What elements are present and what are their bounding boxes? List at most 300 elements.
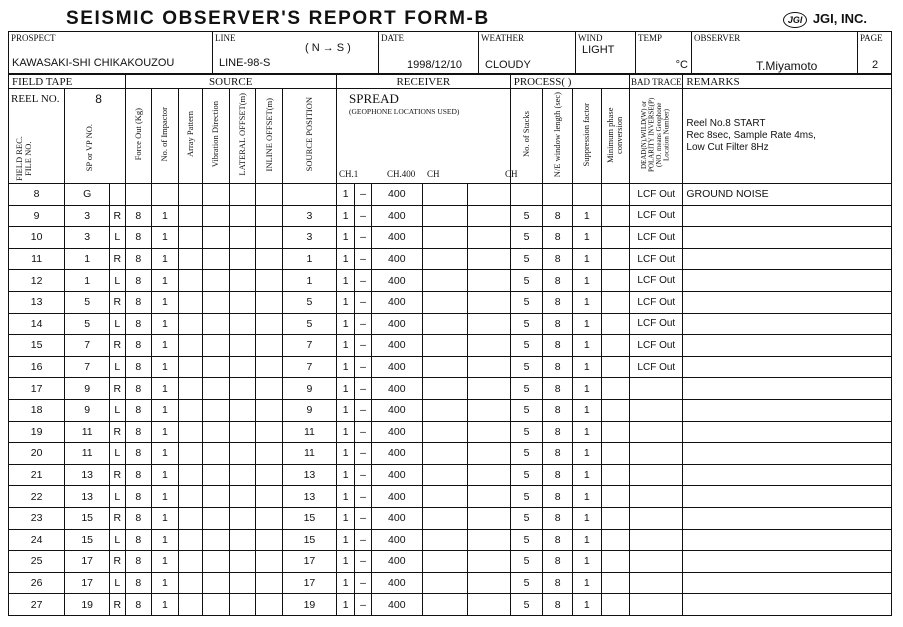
source-position-cell[interactable]: 9 [282,378,336,400]
stacks-cell[interactable]: 5 [510,356,543,378]
ch400-cell[interactable]: 400 [371,572,422,594]
lateral-cell[interactable] [229,464,256,486]
impactor-cell[interactable]: 1 [152,378,179,400]
lr-cell[interactable]: L [110,486,125,508]
ch-b-cell[interactable] [467,313,510,335]
source-position-cell[interactable]: 19 [282,594,336,616]
array-cell[interactable] [178,529,203,551]
force-cell[interactable]: 8 [125,443,152,465]
file-no-cell[interactable]: 8 [9,184,65,206]
ne-window-cell[interactable]: 8 [543,227,573,249]
stacks-cell[interactable]: 5 [510,421,543,443]
lr-cell[interactable]: L [110,270,125,292]
prospect-value[interactable]: KAWASAKI-SHI CHIKAKOUZOU [12,57,175,69]
suppression-cell[interactable]: 1 [573,594,602,616]
force-cell[interactable]: 8 [125,378,152,400]
vib-dir-cell[interactable] [203,335,230,357]
source-position-cell[interactable]: 9 [282,399,336,421]
ch1-cell[interactable]: 1 [337,421,355,443]
ch400-cell[interactable]: 400 [371,529,422,551]
ch-b-cell[interactable] [467,594,510,616]
inline-cell[interactable] [256,356,283,378]
ne-window-cell[interactable]: 8 [543,335,573,357]
source-position-cell[interactable]: 5 [282,291,336,313]
ch-a-cell[interactable] [422,270,467,292]
vib-dir-cell[interactable] [203,421,230,443]
ch-a-cell[interactable] [422,507,467,529]
ch-b-cell[interactable] [467,443,510,465]
sp-no-cell[interactable]: 5 [65,291,110,313]
sp-no-cell[interactable]: 7 [65,356,110,378]
lr-cell[interactable]: R [110,335,125,357]
force-cell[interactable]: 8 [125,507,152,529]
suppression-cell[interactable]: 1 [573,356,602,378]
source-position-cell[interactable]: 15 [282,529,336,551]
ch1-cell[interactable]: 1 [337,594,355,616]
remark-cell[interactable] [683,205,892,227]
remark-cell[interactable] [683,227,892,249]
remark-cell[interactable] [683,551,892,573]
file-no-cell[interactable]: 10 [9,227,65,249]
array-cell[interactable] [178,464,203,486]
force-cell[interactable]: 8 [125,270,152,292]
inline-cell[interactable] [256,507,283,529]
inline-cell[interactable] [256,205,283,227]
source-position-cell[interactable]: 3 [282,227,336,249]
force-cell[interactable] [125,184,152,206]
array-cell[interactable] [178,248,203,270]
lr-cell[interactable] [110,184,125,206]
ch-a-cell[interactable] [422,291,467,313]
inline-cell[interactable] [256,572,283,594]
ch-a-cell[interactable] [422,464,467,486]
ch400-cell[interactable]: 400 [371,184,422,206]
ch400-cell[interactable]: 400 [371,248,422,270]
min-phase-cell[interactable] [601,356,630,378]
file-no-cell[interactable]: 24 [9,529,65,551]
impactor-cell[interactable] [152,184,179,206]
force-cell[interactable]: 8 [125,551,152,573]
force-cell[interactable]: 8 [125,205,152,227]
file-no-cell[interactable]: 17 [9,378,65,400]
suppression-cell[interactable]: 1 [573,464,602,486]
ch-dash-cell[interactable]: – [355,421,371,443]
bad-trace-cell[interactable] [630,551,683,573]
source-position-cell[interactable]: 13 [282,464,336,486]
sp-no-cell[interactable]: 11 [65,421,110,443]
ne-window-cell[interactable]: 8 [543,270,573,292]
sp-no-cell[interactable]: 7 [65,335,110,357]
vib-dir-cell[interactable] [203,551,230,573]
min-phase-cell[interactable] [601,184,630,206]
ch-dash-cell[interactable]: – [355,270,371,292]
ch-a-cell[interactable] [422,594,467,616]
lateral-cell[interactable] [229,356,256,378]
array-cell[interactable] [178,184,203,206]
impactor-cell[interactable]: 1 [152,594,179,616]
lr-cell[interactable]: R [110,248,125,270]
min-phase-cell[interactable] [601,399,630,421]
ch400-cell[interactable]: 400 [371,507,422,529]
impactor-cell[interactable]: 1 [152,551,179,573]
array-cell[interactable] [178,486,203,508]
ch-dash-cell[interactable]: – [355,335,371,357]
inline-cell[interactable] [256,551,283,573]
force-cell[interactable]: 8 [125,594,152,616]
remark-cell[interactable] [683,572,892,594]
sp-no-cell[interactable]: 9 [65,378,110,400]
vib-dir-cell[interactable] [203,356,230,378]
lr-cell[interactable]: R [110,464,125,486]
array-cell[interactable] [178,378,203,400]
min-phase-cell[interactable] [601,443,630,465]
ch-a-cell[interactable] [422,529,467,551]
lateral-cell[interactable] [229,594,256,616]
vib-dir-cell[interactable] [203,227,230,249]
impactor-cell[interactable]: 1 [152,464,179,486]
impactor-cell[interactable]: 1 [152,291,179,313]
lateral-cell[interactable] [229,378,256,400]
ch1-cell[interactable]: 1 [337,227,355,249]
inline-cell[interactable] [256,464,283,486]
ch400-cell[interactable]: 400 [371,227,422,249]
ch-dash-cell[interactable]: – [355,572,371,594]
force-cell[interactable]: 8 [125,291,152,313]
ch-a-cell[interactable] [422,486,467,508]
remark-cell[interactable] [683,356,892,378]
ch1-cell[interactable]: 1 [337,184,355,206]
ch-dash-cell[interactable]: – [355,313,371,335]
inline-cell[interactable] [256,291,283,313]
remark-cell[interactable] [683,378,892,400]
sp-no-cell[interactable]: 9 [65,399,110,421]
sp-no-cell[interactable]: 11 [65,443,110,465]
source-position-cell[interactable]: 7 [282,335,336,357]
ch400-cell[interactable]: 400 [371,399,422,421]
ch-b-cell[interactable] [467,529,510,551]
lr-cell[interactable]: L [110,313,125,335]
ch400-cell[interactable]: 400 [371,335,422,357]
lr-cell[interactable]: L [110,529,125,551]
ch1-cell[interactable]: 1 [337,378,355,400]
array-cell[interactable] [178,227,203,249]
min-phase-cell[interactable] [601,529,630,551]
impactor-cell[interactable]: 1 [152,529,179,551]
lr-cell[interactable]: R [110,421,125,443]
remark-cell[interactable] [683,443,892,465]
impactor-cell[interactable]: 1 [152,443,179,465]
min-phase-cell[interactable] [601,507,630,529]
ch400-cell[interactable]: 400 [371,594,422,616]
ne-window-cell[interactable]: 8 [543,464,573,486]
min-phase-cell[interactable] [601,248,630,270]
ch-dash-cell[interactable]: – [355,356,371,378]
remark-cell[interactable] [683,313,892,335]
file-no-cell[interactable]: 25 [9,551,65,573]
suppression-cell[interactable]: 1 [573,248,602,270]
vib-dir-cell[interactable] [203,205,230,227]
remark-cell[interactable]: GROUND NOISE [683,184,892,206]
impactor-cell[interactable]: 1 [152,248,179,270]
ch1-cell[interactable]: 1 [337,464,355,486]
lateral-cell[interactable] [229,507,256,529]
min-phase-cell[interactable] [601,227,630,249]
lr-cell[interactable]: L [110,227,125,249]
impactor-cell[interactable]: 1 [152,205,179,227]
vib-dir-cell[interactable] [203,529,230,551]
lr-cell[interactable]: L [110,399,125,421]
sp-no-cell[interactable]: 13 [65,486,110,508]
vib-dir-cell[interactable] [203,270,230,292]
array-cell[interactable] [178,551,203,573]
impactor-cell[interactable]: 1 [152,313,179,335]
stacks-cell[interactable]: 5 [510,313,543,335]
lr-cell[interactable]: L [110,356,125,378]
ch-dash-cell[interactable]: – [355,507,371,529]
vib-dir-cell[interactable] [203,507,230,529]
ch-b-cell[interactable] [467,184,510,206]
stacks-cell[interactable]: 5 [510,335,543,357]
vib-dir-cell[interactable] [203,594,230,616]
bad-trace-cell[interactable] [630,464,683,486]
ch-a-cell[interactable] [422,313,467,335]
ch-a-cell[interactable] [422,248,467,270]
ch-dash-cell[interactable]: – [355,248,371,270]
inline-cell[interactable] [256,421,283,443]
ch400-cell[interactable]: 400 [371,205,422,227]
stacks-cell[interactable]: 5 [510,507,543,529]
suppression-cell[interactable]: 1 [573,443,602,465]
inline-cell[interactable] [256,248,283,270]
file-no-cell[interactable]: 14 [9,313,65,335]
array-cell[interactable] [178,443,203,465]
ch-a-cell[interactable] [422,421,467,443]
stacks-cell[interactable]: 5 [510,486,543,508]
stacks-cell[interactable]: 5 [510,529,543,551]
min-phase-cell[interactable] [601,594,630,616]
inline-cell[interactable] [256,313,283,335]
ne-window-cell[interactable] [543,184,573,206]
file-no-cell[interactable]: 22 [9,486,65,508]
stacks-cell[interactable]: 5 [510,227,543,249]
ch-dash-cell[interactable]: – [355,227,371,249]
ch-a-cell[interactable] [422,399,467,421]
ch-dash-cell[interactable]: – [355,443,371,465]
ch-dash-cell[interactable]: – [355,464,371,486]
min-phase-cell[interactable] [601,291,630,313]
ch1-cell[interactable]: 1 [337,248,355,270]
impactor-cell[interactable]: 1 [152,356,179,378]
lateral-cell[interactable] [229,529,256,551]
suppression-cell[interactable]: 1 [573,335,602,357]
source-position-cell[interactable]: 11 [282,421,336,443]
ch400-cell[interactable]: 400 [371,551,422,573]
remark-cell[interactable] [683,529,892,551]
array-cell[interactable] [178,335,203,357]
source-position-cell[interactable]: 7 [282,356,336,378]
remark-cell[interactable] [683,507,892,529]
lateral-cell[interactable] [229,335,256,357]
ch1-cell[interactable]: 1 [337,572,355,594]
sp-no-cell[interactable]: 15 [65,529,110,551]
ch1-cell[interactable]: 1 [337,529,355,551]
ch-b-cell[interactable] [467,464,510,486]
suppression-cell[interactable]: 1 [573,399,602,421]
ch-dash-cell[interactable]: – [355,486,371,508]
ch-a-cell[interactable] [422,356,467,378]
ch400-cell[interactable]: 400 [371,313,422,335]
min-phase-cell[interactable] [601,335,630,357]
inline-cell[interactable] [256,378,283,400]
file-no-cell[interactable]: 18 [9,399,65,421]
ch-a-cell[interactable] [422,335,467,357]
ch400-cell[interactable]: 400 [371,486,422,508]
file-no-cell[interactable]: 20 [9,443,65,465]
stacks-cell[interactable]: 5 [510,443,543,465]
vib-dir-cell[interactable] [203,572,230,594]
remark-cell[interactable] [683,594,892,616]
ne-window-cell[interactable]: 8 [543,551,573,573]
ne-window-cell[interactable]: 8 [543,572,573,594]
temp-unit[interactable]: °C [675,59,688,71]
ch400-cell[interactable]: 400 [371,291,422,313]
reel-value[interactable]: 8 [95,92,102,106]
ch1-cell[interactable]: 1 [337,335,355,357]
min-phase-cell[interactable] [601,464,630,486]
ch-b-cell[interactable] [467,421,510,443]
impactor-cell[interactable]: 1 [152,270,179,292]
vib-dir-cell[interactable] [203,248,230,270]
ne-window-cell[interactable]: 8 [543,507,573,529]
ch-dash-cell[interactable]: – [355,551,371,573]
source-position-cell[interactable]: 13 [282,486,336,508]
ne-window-cell[interactable]: 8 [543,313,573,335]
sp-no-cell[interactable]: 1 [65,270,110,292]
file-no-cell[interactable]: 12 [9,270,65,292]
date-value[interactable]: 1998/12/10 [407,59,463,71]
bad-trace-cell[interactable]: LCF Out [630,248,683,270]
ne-window-cell[interactable]: 8 [543,378,573,400]
lateral-cell[interactable] [229,227,256,249]
bad-trace-cell[interactable] [630,486,683,508]
array-cell[interactable] [178,313,203,335]
ne-window-cell[interactable]: 8 [543,443,573,465]
inline-cell[interactable] [256,443,283,465]
ch-b-cell[interactable] [467,356,510,378]
force-cell[interactable]: 8 [125,335,152,357]
lateral-cell[interactable] [229,443,256,465]
stacks-cell[interactable]: 5 [510,464,543,486]
inline-cell[interactable] [256,270,283,292]
bad-trace-cell[interactable]: LCF Out [630,270,683,292]
stacks-cell[interactable]: 5 [510,270,543,292]
ne-window-cell[interactable]: 8 [543,205,573,227]
bad-trace-cell[interactable]: LCF Out [630,335,683,357]
vib-dir-cell[interactable] [203,378,230,400]
suppression-cell[interactable]: 1 [573,205,602,227]
min-phase-cell[interactable] [601,551,630,573]
file-no-cell[interactable]: 9 [9,205,65,227]
force-cell[interactable]: 8 [125,248,152,270]
file-no-cell[interactable]: 23 [9,507,65,529]
stacks-cell[interactable]: 5 [510,205,543,227]
min-phase-cell[interactable] [601,378,630,400]
ch-b-cell[interactable] [467,227,510,249]
inline-cell[interactable] [256,486,283,508]
source-position-cell[interactable]: 17 [282,572,336,594]
ch1-cell[interactable]: 1 [337,486,355,508]
ch-a-cell[interactable] [422,227,467,249]
ne-window-cell[interactable]: 8 [543,594,573,616]
sp-no-cell[interactable]: 19 [65,594,110,616]
force-cell[interactable]: 8 [125,486,152,508]
bad-trace-cell[interactable]: LCF Out [630,313,683,335]
min-phase-cell[interactable] [601,313,630,335]
sp-no-cell[interactable]: 17 [65,551,110,573]
ne-window-cell[interactable]: 8 [543,291,573,313]
suppression-cell[interactable]: 1 [573,227,602,249]
observer-value[interactable]: T.Miyamoto [756,59,818,73]
remark-cell[interactable] [683,335,892,357]
ch-b-cell[interactable] [467,399,510,421]
lateral-cell[interactable] [229,551,256,573]
lateral-cell[interactable] [229,421,256,443]
array-cell[interactable] [178,421,203,443]
file-no-cell[interactable]: 27 [9,594,65,616]
lateral-cell[interactable] [229,248,256,270]
remark-cell[interactable] [683,270,892,292]
array-cell[interactable] [178,507,203,529]
bad-trace-cell[interactable] [630,399,683,421]
vib-dir-cell[interactable] [203,486,230,508]
stacks-cell[interactable]: 5 [510,572,543,594]
stacks-cell[interactable]: 5 [510,594,543,616]
impactor-cell[interactable]: 1 [152,507,179,529]
ch-b-cell[interactable] [467,205,510,227]
ch1-cell[interactable]: 1 [337,291,355,313]
ch-dash-cell[interactable]: – [355,184,371,206]
ne-window-cell[interactable]: 8 [543,356,573,378]
ch1-cell[interactable]: 1 [337,313,355,335]
line-value[interactable]: LINE-98-S [219,57,271,69]
bad-trace-cell[interactable] [630,443,683,465]
vib-dir-cell[interactable] [203,184,230,206]
sp-no-cell[interactable]: 5 [65,313,110,335]
ch400-cell[interactable]: 400 [371,464,422,486]
ch-b-cell[interactable] [467,378,510,400]
ch-b-cell[interactable] [467,486,510,508]
stacks-cell[interactable]: 5 [510,248,543,270]
ch-dash-cell[interactable]: – [355,529,371,551]
source-position-cell[interactable]: 17 [282,551,336,573]
bad-trace-cell[interactable]: LCF Out [630,205,683,227]
suppression-cell[interactable]: 1 [573,507,602,529]
suppression-cell[interactable] [573,184,602,206]
lr-cell[interactable]: L [110,572,125,594]
array-cell[interactable] [178,572,203,594]
stacks-cell[interactable]: 5 [510,399,543,421]
ch-a-cell[interactable] [422,378,467,400]
suppression-cell[interactable]: 1 [573,421,602,443]
ch1-cell[interactable]: 1 [337,551,355,573]
stacks-cell[interactable]: 5 [510,291,543,313]
sp-no-cell[interactable]: 1 [65,248,110,270]
ch-b-cell[interactable] [467,248,510,270]
ch-b-cell[interactable] [467,551,510,573]
bad-trace-cell[interactable] [630,529,683,551]
ch-dash-cell[interactable]: – [355,378,371,400]
ch1-cell[interactable]: 1 [337,507,355,529]
